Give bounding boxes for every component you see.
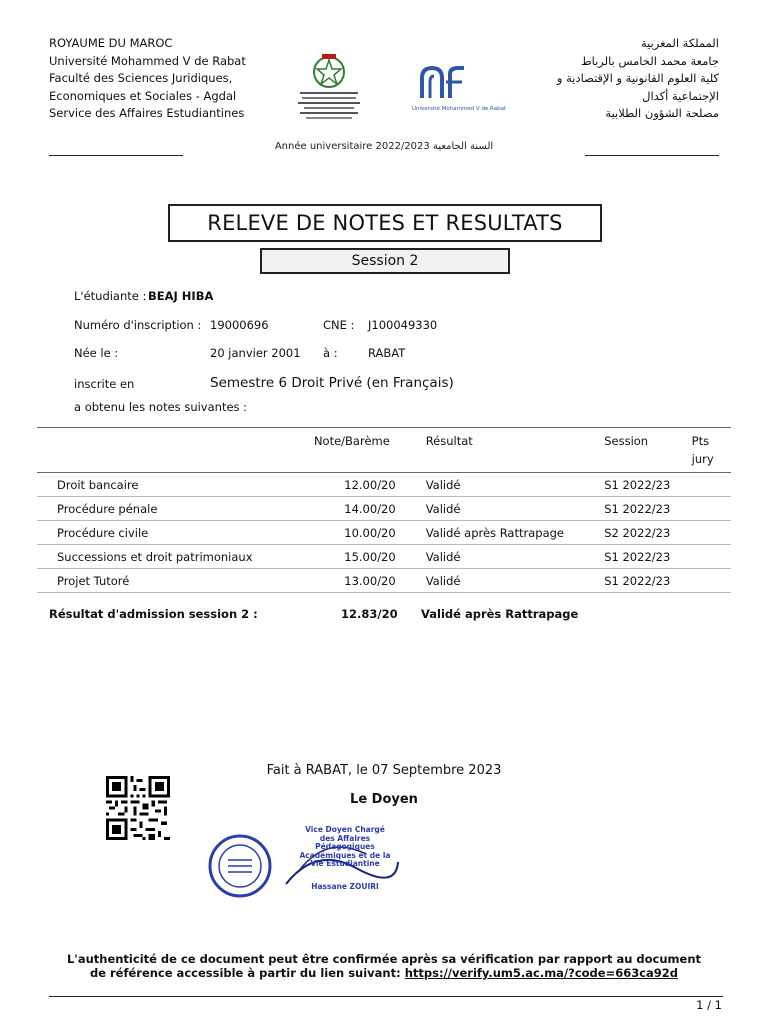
header-left-line: Faculté des Sciences Juridiques, [49, 71, 233, 86]
university-logo [412, 64, 507, 116]
module-jury [692, 497, 731, 521]
grades-table [37, 427, 731, 593]
verification-link[interactable]: https://verify.um5.ac.ma/?code=663ca92d [404, 966, 679, 980]
admission-result: Validé après Rattrapage [421, 607, 579, 621]
module-jury [692, 569, 731, 593]
document-title: RELEVE DE NOTES ET RESULTATS [168, 204, 602, 242]
header-jury: Pts jury [692, 428, 731, 473]
header-right-line: المملكة المغربية [640, 36, 719, 50]
table-row [37, 545, 731, 569]
header-left-line: ROYAUME DU MAROC [49, 36, 173, 50]
stamp-text [290, 826, 400, 891]
module-session: S1 2022/23 [604, 473, 691, 497]
header-right-line: جامعة محمد الخامس بالرباط [580, 53, 719, 68]
divider [585, 155, 719, 156]
stamp-line: Vie Estudiantine [310, 859, 380, 868]
born-label: Née le : [74, 346, 119, 360]
module-session: S1 2022/23 [604, 497, 691, 521]
table-row [37, 473, 731, 497]
module-result: Validé [414, 497, 605, 521]
admission-note: 12.83/20 [341, 607, 398, 621]
footer-divider [49, 996, 723, 997]
official-stamp [206, 826, 406, 902]
module-note: 12.00/20 [314, 473, 414, 497]
table-row [37, 497, 731, 521]
module-jury [692, 473, 731, 497]
enrolled-label: inscrite en [74, 377, 135, 391]
header-session: Session [604, 428, 691, 473]
module-result: Validé [414, 545, 605, 569]
module-session: S1 2022/23 [604, 545, 691, 569]
divider [49, 155, 183, 156]
grades-intro: a obtenu les notes suivantes : [74, 400, 248, 414]
birth-date: 20 janvier 2001 [210, 346, 301, 360]
module-result: Validé après Rattrapage [414, 521, 605, 545]
module-name: Droit bancaire [37, 473, 314, 497]
cne-label: CNE : [323, 318, 355, 332]
place-date: Fait à RABAT, le 07 Septembre 2023 [266, 763, 502, 778]
birth-place: RABAT [368, 346, 406, 360]
session-label: Session 2 [260, 248, 510, 274]
birth-place-label: à : [323, 346, 338, 360]
header-module [37, 428, 314, 473]
module-note: 14.00/20 [314, 497, 414, 521]
header-left-line: Université Mohammed V de Rabat [49, 53, 246, 68]
faculty-emblem-logo [292, 50, 366, 130]
academic-year: Année universitaire 2022/2023 السنة الجامعية [274, 141, 494, 152]
stamp-line: des Affaires Pédagogiques [315, 833, 375, 851]
university-logo-text: Université Mohammed V de Rabat [412, 106, 507, 112]
program-name: Semestre 6 Droit Privé (en Français) [210, 375, 454, 391]
module-result: Validé [414, 569, 605, 593]
header-left-line: Service des Affaires Estudiantines [49, 106, 245, 121]
table-header-row [37, 428, 731, 473]
module-session: S2 2022/23 [604, 521, 691, 545]
header-right-line: كلية العلوم القانونية و الإقتصادية و [556, 71, 719, 86]
header-right-line: مصلحة الشؤون الطلابية [605, 106, 719, 121]
student-name: BEAJ HIBA [148, 289, 214, 303]
authenticity-text: L'authenticité de ce document peut être confirmée après sa vérification par rapport au document de référence accessible à partir du lien suivant: [66, 952, 702, 980]
module-result: Validé [414, 473, 605, 497]
inscription-label: Numéro d'inscription : [74, 318, 202, 332]
stamp-line: Académiques et de la [299, 850, 391, 860]
module-note: 13.00/20 [314, 569, 414, 593]
university-logo-icon [412, 64, 486, 102]
qr-code-icon [104, 776, 172, 840]
module-note: 10.00/20 [314, 521, 414, 545]
header-note: Note/Barème [314, 428, 414, 473]
header-right [557, 35, 719, 123]
header-right-line: الإجتماعية أكدال [642, 88, 719, 103]
header-left [49, 35, 246, 123]
authenticity-note [60, 952, 708, 980]
module-jury [692, 545, 731, 569]
header-left-line: Economiques et Sociales - Agdal [49, 88, 237, 103]
module-jury [692, 521, 731, 545]
module-name: Successions et droit patrimoniaux [37, 545, 314, 569]
module-note: 15.00/20 [314, 545, 414, 569]
module-name: Procédure civile [37, 521, 314, 545]
cne-value: J100049330 [368, 318, 438, 332]
table-row [37, 569, 731, 593]
header-result: Résultat [414, 428, 605, 473]
table-row [37, 521, 731, 545]
module-name: Procédure pénale [37, 497, 314, 521]
stamp-line: Vice Doyen Chargé [305, 825, 385, 834]
admission-label: Résultat d'admission session 2 : [49, 607, 258, 621]
page-number: 1 / 1 [696, 998, 722, 1012]
signatory: Le Doyen [350, 792, 418, 807]
module-name: Projet Tutoré [37, 569, 314, 593]
module-session: S1 2022/23 [604, 569, 691, 593]
student-label: L'étudiante : [74, 289, 147, 303]
inscription-number: 19000696 [210, 318, 269, 332]
stamp-line: Hassane ZOUIRI [311, 881, 379, 891]
